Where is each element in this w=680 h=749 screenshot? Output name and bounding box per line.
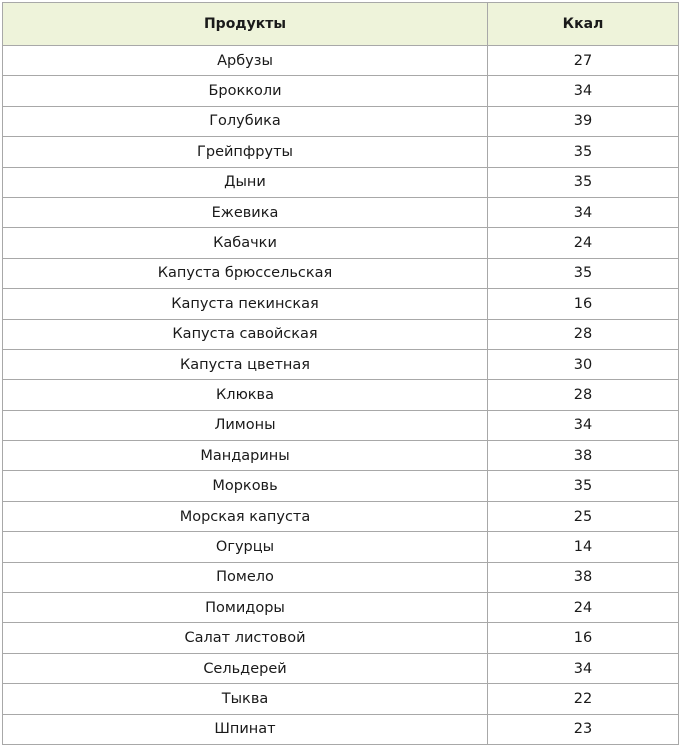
kcal-cell: 34 (488, 197, 679, 227)
product-cell: Лимоны (3, 410, 488, 440)
table-row (3, 441, 679, 471)
product-cell: Капуста савойская (3, 319, 488, 349)
table-row (3, 319, 679, 349)
kcal-cell: 25 (488, 501, 679, 531)
table-row (3, 684, 679, 714)
kcal-cell: 39 (488, 106, 679, 136)
table-row (3, 349, 679, 379)
table-body (3, 46, 679, 745)
table-row (3, 623, 679, 653)
table-row (3, 380, 679, 410)
table-row (3, 258, 679, 288)
product-cell: Брокколи (3, 76, 488, 106)
product-cell: Тыква (3, 684, 488, 714)
product-cell: Капуста брюссельская (3, 258, 488, 288)
kcal-cell: 27 (488, 46, 679, 76)
product-cell: Сельдерей (3, 653, 488, 683)
kcal-cell: 34 (488, 653, 679, 683)
table-row (3, 410, 679, 440)
product-cell: Арбузы (3, 46, 488, 76)
header-products: Продукты (3, 3, 488, 46)
table-row (3, 562, 679, 592)
calorie-table (2, 2, 679, 745)
kcal-cell: 30 (488, 349, 679, 379)
kcal-cell: 24 (488, 228, 679, 258)
kcal-cell: 24 (488, 593, 679, 623)
kcal-cell: 38 (488, 562, 679, 592)
table-row (3, 714, 679, 744)
product-cell: Шпинат (3, 714, 488, 744)
product-cell: Огурцы (3, 532, 488, 562)
kcal-cell: 16 (488, 623, 679, 653)
table-row (3, 197, 679, 227)
kcal-cell: 38 (488, 441, 679, 471)
product-cell: Помидоры (3, 593, 488, 623)
table-header (3, 3, 679, 46)
kcal-cell: 23 (488, 714, 679, 744)
kcal-cell: 28 (488, 380, 679, 410)
product-cell: Капуста пекинская (3, 289, 488, 319)
kcal-cell: 14 (488, 532, 679, 562)
table-row (3, 501, 679, 531)
kcal-cell: 22 (488, 684, 679, 714)
kcal-cell: 35 (488, 258, 679, 288)
table-row (3, 228, 679, 258)
product-cell: Салат листовой (3, 623, 488, 653)
table-row (3, 471, 679, 501)
header-row (3, 3, 679, 46)
product-cell: Грейпфруты (3, 137, 488, 167)
table-row (3, 593, 679, 623)
product-cell: Голубика (3, 106, 488, 136)
table-row (3, 46, 679, 76)
product-cell: Помело (3, 562, 488, 592)
product-cell: Кабачки (3, 228, 488, 258)
kcal-cell: 34 (488, 410, 679, 440)
product-cell: Капуста цветная (3, 349, 488, 379)
table-row (3, 653, 679, 683)
table-row (3, 137, 679, 167)
product-cell: Ежевика (3, 197, 488, 227)
table-row (3, 76, 679, 106)
table-row (3, 167, 679, 197)
table-row (3, 289, 679, 319)
product-cell: Морковь (3, 471, 488, 501)
table-row (3, 532, 679, 562)
product-cell: Морская капуста (3, 501, 488, 531)
kcal-cell: 34 (488, 76, 679, 106)
header-kcal: Ккал (488, 3, 679, 46)
product-cell: Мандарины (3, 441, 488, 471)
kcal-cell: 35 (488, 471, 679, 501)
kcal-cell: 35 (488, 137, 679, 167)
kcal-cell: 16 (488, 289, 679, 319)
product-cell: Клюква (3, 380, 488, 410)
kcal-cell: 35 (488, 167, 679, 197)
product-cell: Дыни (3, 167, 488, 197)
kcal-cell: 28 (488, 319, 679, 349)
table-row (3, 106, 679, 136)
